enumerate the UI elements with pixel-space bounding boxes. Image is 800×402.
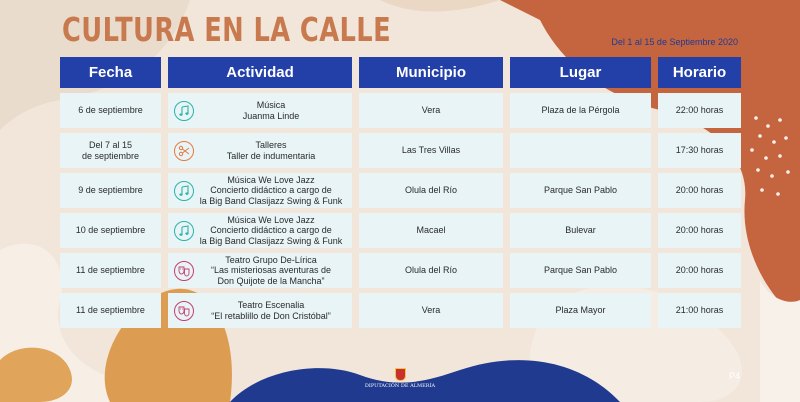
- actividad-line: la Big Band Clasijazz Swing & Funk: [199, 235, 343, 246]
- scissors-workshop-icon: [174, 141, 194, 161]
- table-row-1-municipio: Vera: [359, 93, 503, 128]
- actividad-line: “Las misteriosas aventuras de: [210, 265, 332, 276]
- column-header-fecha: Fecha: [60, 57, 161, 88]
- table-row-4-fecha: [60, 213, 161, 248]
- diputacion-logo: [364, 368, 436, 389]
- column-header-horario: Horario: [658, 57, 741, 88]
- table-row-4-municipio: Macael: [359, 213, 503, 248]
- table-row-4-actividad: [168, 213, 352, 248]
- fecha-line: 11 de septiembre: [76, 265, 145, 276]
- page-title: CULTURA EN LA CALLE: [62, 10, 392, 49]
- table-row-3-municipio: Olula del Río: [359, 173, 503, 208]
- actividad-line: Música We Love Jazz: [227, 174, 315, 185]
- actividad-line: Juanma Linde: [242, 110, 300, 121]
- actividad-line: Música We Love Jazz: [227, 214, 315, 225]
- table-row-6-municipio: Vera: [359, 293, 503, 328]
- logo-text: DIPUTACIÓN DE ALMERÍA: [364, 383, 436, 389]
- table-row-3-fecha: [60, 173, 161, 208]
- actividad-line: Teatro Grupo De-Lírica: [225, 254, 317, 265]
- table-row-5-horario: 20:00 horas: [658, 253, 741, 288]
- fecha-line: 6 de septiembre: [78, 105, 143, 116]
- column-header-lugar: Lugar: [510, 57, 651, 88]
- actividad-line: “El retablillo de Don Cristóbal”: [211, 310, 331, 321]
- table-row-1-horario: 22:00 horas: [658, 93, 741, 128]
- theatre-masks-icon: [174, 301, 194, 321]
- table-row-3-horario: 20:00 horas: [658, 173, 741, 208]
- table-row-1-actividad: [168, 93, 352, 128]
- table-row-6-fecha: [60, 293, 161, 328]
- coat-of-arms-icon: [395, 368, 406, 381]
- table-row-5-lugar: Parque San Pablo: [510, 253, 651, 288]
- table-row-2-horario: 17:30 horas: [658, 133, 741, 168]
- table-row-3-lugar: Parque San Pablo: [510, 173, 651, 208]
- theatre-masks-icon: [174, 261, 194, 281]
- fecha-line: Del 7 al 15: [88, 140, 132, 150]
- music-note-icon: [174, 101, 194, 121]
- column-header-actividad: Actividad: [168, 57, 352, 88]
- table-row-2-actividad: [168, 133, 352, 168]
- actividad-line: Talleres: [255, 140, 287, 150]
- actividad-line: Don Quijote de la Mancha”: [217, 275, 325, 286]
- table-row-2-municipio: Las Tres Villas: [359, 133, 503, 168]
- actividad-line: Música: [256, 100, 286, 110]
- table-row-6-lugar: Plaza Mayor: [510, 293, 651, 328]
- table-row-1-lugar: Plaza de la Pérgola: [510, 93, 651, 128]
- table-row-1-fecha: [60, 93, 161, 128]
- music-note-icon: [174, 221, 194, 241]
- table-row-2-lugar: [510, 133, 651, 168]
- table-row-3-actividad: [168, 173, 352, 208]
- table-row-6-actividad: [168, 293, 352, 328]
- fecha-line: 9 de septiembre: [78, 185, 143, 196]
- music-note-icon: [174, 181, 194, 201]
- page-number: P4: [729, 371, 741, 381]
- table-row-2-fecha: [60, 133, 161, 168]
- table-row-4-lugar: Bulevar: [510, 213, 651, 248]
- table-row-4-horario: 20:00 horas: [658, 213, 741, 248]
- column-header-municipio: Municipio: [359, 57, 503, 88]
- actividad-line: Teatro Escenalia: [237, 300, 305, 310]
- actividad-line: Concierto didáctico a cargo de: [210, 185, 332, 196]
- table-row-5-municipio: Olula del Río: [359, 253, 503, 288]
- actividad-line: Taller de indumentaria: [226, 150, 316, 161]
- events-table: [60, 57, 741, 328]
- actividad-line: la Big Band Clasijazz Swing & Funk: [199, 195, 343, 206]
- table-row-6-horario: 21:00 horas: [658, 293, 741, 328]
- fecha-line: 10 de septiembre: [75, 225, 146, 236]
- table-row-5-fecha: [60, 253, 161, 288]
- table-row-5-actividad: [168, 253, 352, 288]
- fecha-line: 11 de septiembre: [76, 305, 145, 316]
- fecha-line: de septiembre: [81, 150, 140, 161]
- date-range: Del 1 al 15 de Septiembre 2020: [611, 37, 738, 47]
- actividad-line: Concierto didáctico a cargo de: [210, 225, 332, 236]
